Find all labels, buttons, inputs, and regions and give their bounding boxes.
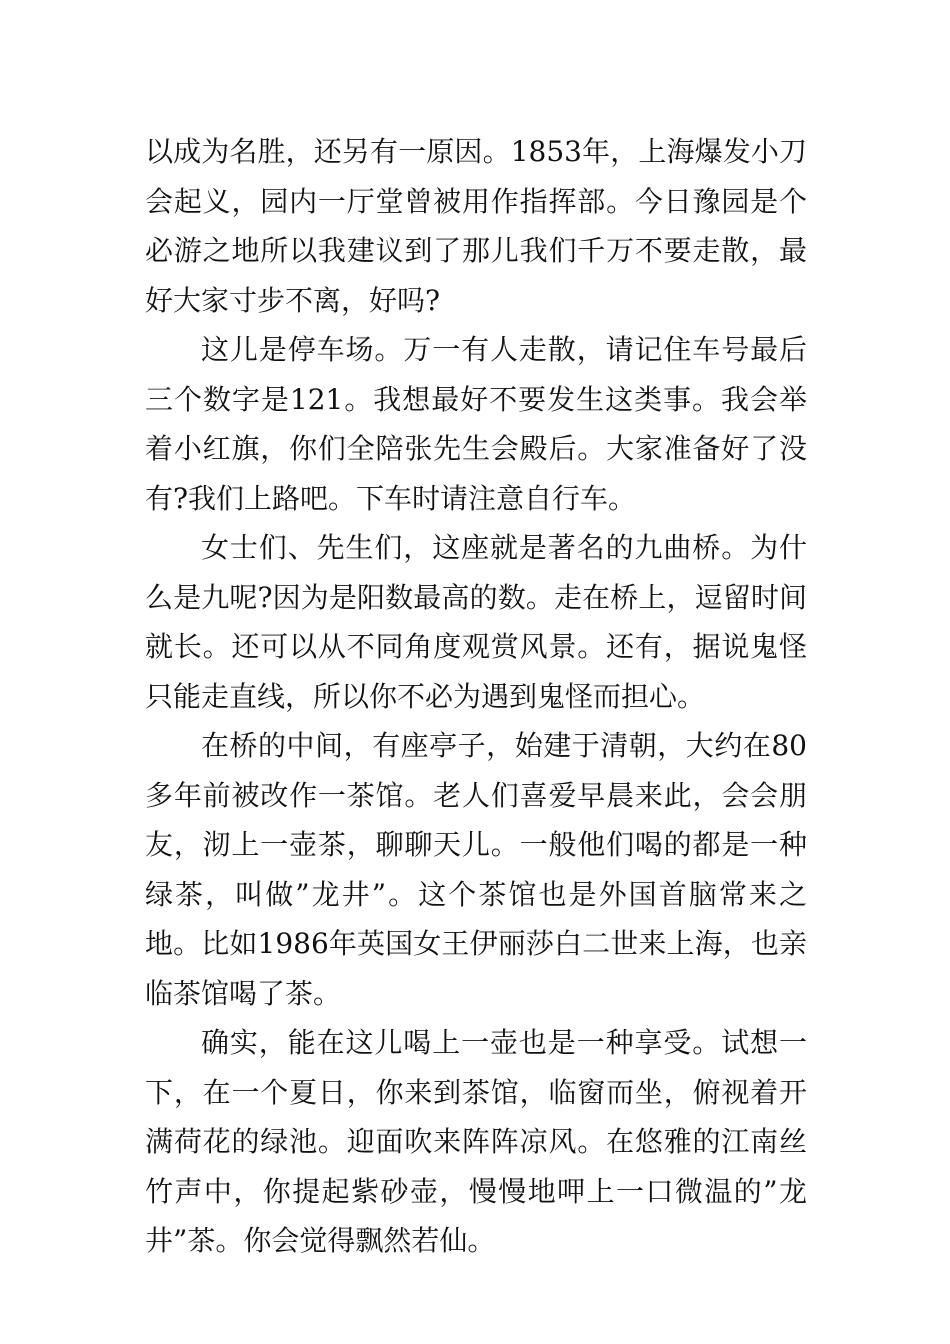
paragraph-5: 确实，能在这儿喝上一壶也是一种享受。试想一下，在一个夏日，你来到茶馆，临窗而坐，俯视着开满荷花的绿池。迎面吹来阵阵凉风。在悠雅的江南丝竹声中，你提起紫砂壶，慢慢地呷上一口微温的”龙井”茶。你会觉得飘然若仙。 (145, 1026, 807, 1257)
paragraph-3: 女士们、先生们，这座就是著名的九曲桥。为什么是九呢?因为是阳数最高的数。走在桥上，逗留时间就长。还可以从不同角度观赏风景。还有，据说鬼怪只能走直线，所以你不必为遇到鬼怪而担心。 (145, 531, 807, 713)
document-page (145, 127, 807, 1266)
paragraph-4: 在桥的中间，有座亭子，始建于清朝，大约在80多年前被改作一茶馆。老人们喜爱早晨来此，会会朋友，沏上一壶茶，聊聊天儿。一般他们喝的都是一种绿茶，叫做”龙井”。这个茶馆也是外国首脑常来之地。比如1986年英国女王伊丽莎白二世来上海，也亲临茶馆喝了茶。 (145, 729, 807, 1010)
paragraph-1: 以成为名胜，还另有一原因。1853年，上海爆发小刀会起义，园内一厅堂曾被用作指挥部。今日豫园是个必游之地所以我建议到了那儿我们千万不要走散，最好大家寸步不离，好吗? (145, 135, 807, 317)
paragraph-2: 这儿是停车场。万一有人走散，请记住车号最后三个数字是121。我想最好不要发生这类事。我会举着小红旗，你们全陪张先生会殿后。大家准备好了没有?我们上路吧。下车时请注意自行车。 (145, 333, 807, 515)
